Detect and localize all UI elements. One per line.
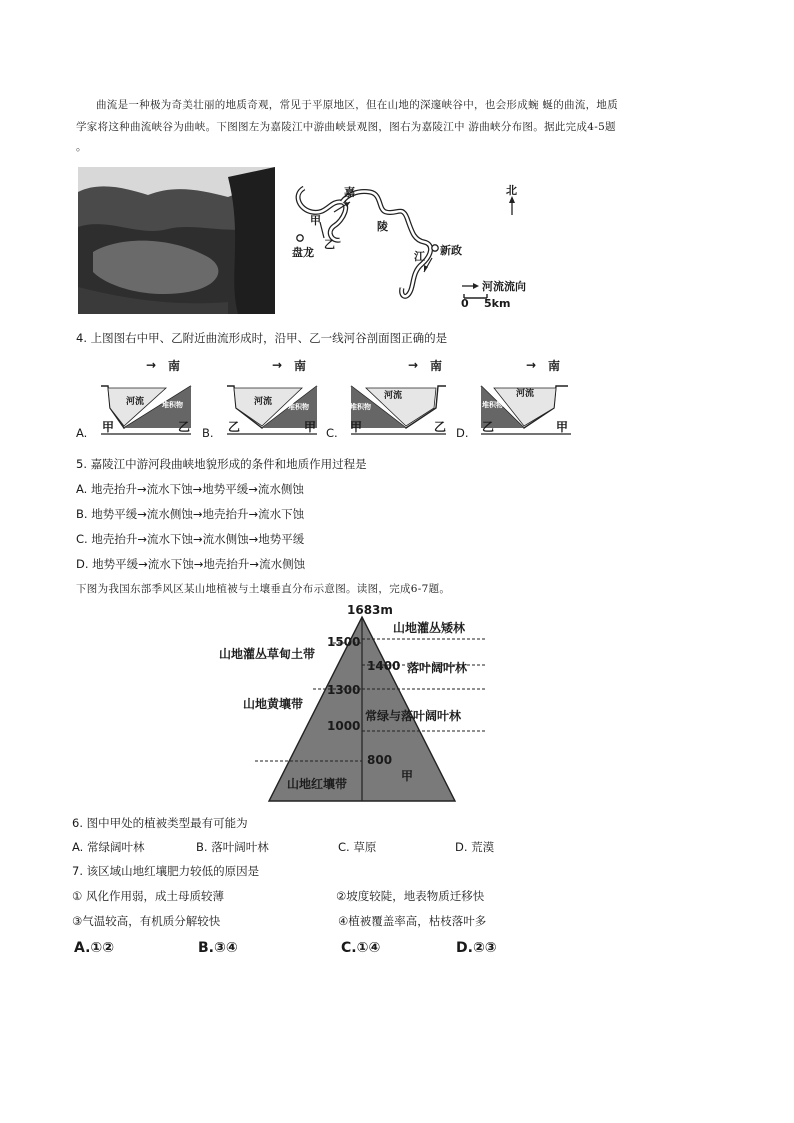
elev-1000: 1000: [327, 719, 361, 733]
q4-a-river: 河流: [126, 397, 145, 407]
q4-option-d-letter: D.: [456, 426, 469, 440]
q4-c-left: 甲: [350, 420, 363, 434]
q4-a-left: 甲: [102, 420, 115, 434]
peak-label: 1683m: [347, 603, 393, 617]
q4-d-right: 甲: [556, 420, 569, 434]
q6-option-d[interactable]: D. 荒漠: [455, 840, 495, 854]
map-label-north: 北: [506, 184, 517, 197]
q6-option-a[interactable]: A. 常绿阔叶林: [72, 840, 145, 854]
q4-option-b[interactable]: B. → 南 河流 堆积物 乙 甲: [202, 358, 317, 440]
q4-a-south: 南: [168, 359, 181, 373]
q5-option-c[interactable]: C. 地壳抬升→流水下蚀→流水侧蚀→地势平缓: [76, 532, 305, 546]
q4-option-b-letter: B.: [202, 426, 214, 440]
q4-b-right: 甲: [304, 420, 317, 434]
q7-statement-1: ① 风化作用弱，成土母质较薄: [72, 889, 224, 903]
intro-line-2: 学家将这种曲流峡谷为曲峡。下图图左为嘉陵江中游曲峡景观图，图右为嘉陵江中 游曲峡分布图。据此完成4-5题: [76, 121, 616, 133]
river-map: [282, 160, 542, 320]
veg-shrub-forest: 山地灌丛矮林: [393, 621, 466, 635]
map-label-jia: 甲: [310, 214, 321, 227]
q4-option-c-letter: C.: [326, 426, 338, 440]
q6-stem: 6. 图中甲处的植被类型最有可能为: [72, 816, 248, 830]
intro2: 下图为我国东部季风区某山地植被与土壤垂直分布示意图。读图，完成6-7题。: [76, 583, 451, 595]
q7-option-a[interactable]: A.①②: [74, 940, 115, 956]
q4-option-d[interactable]: D. → 南 河流 堆积物 乙 甲: [456, 358, 569, 440]
veg-mixed: 常绿与落叶阔叶林: [365, 709, 462, 723]
intro-line-1: 曲流是一种极为奇美壮丽的地质奇观，常见于平原地区，但在山地的深邃峡谷中，也会形成蜿 蜒的曲流，地质: [96, 99, 619, 111]
veg-deciduous: 落叶阔叶林: [407, 661, 468, 675]
q4-option-a[interactable]: A. → 南 河流 堆积物 甲 乙: [76, 358, 191, 440]
q4-b-river: 河流: [254, 397, 273, 407]
map-scale-km: 5km: [484, 297, 511, 310]
q4-b-left: 乙: [228, 420, 241, 434]
q4-c-south: 南: [430, 359, 443, 373]
q7-statement-4: ④植被覆盖率高，枯枝落叶多: [338, 914, 487, 928]
map-label-jiang: 江: [414, 250, 425, 263]
q4-d-river: 河流: [516, 389, 535, 399]
q7-option-d[interactable]: D.②③: [456, 940, 497, 956]
q4-d-sediment: 堆积物: [482, 401, 503, 409]
q4-d-south: 南: [548, 359, 561, 373]
q6-option-c[interactable]: C. 草原: [338, 840, 377, 854]
q4-option-a-letter: A.: [76, 426, 88, 440]
gorge-photo: [78, 167, 275, 314]
q5-option-a[interactable]: A. 地壳抬升→流水下蚀→地势平缓→流水侧蚀: [76, 482, 304, 496]
q4-c-right: 乙: [434, 420, 447, 434]
map-label-panlong: 盘龙: [292, 246, 314, 259]
map-label-xinzheng: 新政: [440, 244, 462, 257]
mountain-diagram: [215, 603, 485, 803]
q7-statement-3: ③气温较高，有机质分解较快: [72, 914, 221, 928]
q5-stem: 5. 嘉陵江中游河段曲峡地貌形成的条件和地质作用过程是: [76, 457, 367, 471]
q4-c-river: 河流: [384, 391, 403, 401]
soil-yellow: 山地黄壤带: [243, 697, 304, 711]
q4-a-right: 乙: [178, 420, 191, 434]
elev-800: 800: [367, 753, 393, 767]
elev-1400: 1400: [367, 659, 401, 673]
intro-line-3: 。: [76, 141, 87, 153]
q5-option-d[interactable]: D. 地势平缓→流水下蚀→地壳抬升→流水侧蚀: [76, 557, 306, 571]
q7-statement-2: ②坡度较陡，地表物质迁移快: [336, 889, 485, 903]
q4-a-sediment: 堆积物: [162, 401, 183, 409]
q4-stem: 4. 上图图右中甲、乙附近曲流形成时，沿甲、乙一线河谷剖面图正确的是: [76, 331, 448, 345]
soil-red: 山地红壤带: [287, 777, 348, 791]
q5-option-b[interactable]: B. 地势平缓→流水侧蚀→地壳抬升→流水下蚀: [76, 507, 305, 521]
soil-shrub-meadow: 山地灌丛草甸土带: [219, 647, 316, 661]
q4-option-c[interactable]: C. → 南 河流 堆积物 甲 乙: [326, 358, 447, 440]
q4-b-sediment: 堆积物: [288, 403, 309, 411]
map-label-yi: 乙: [324, 238, 335, 251]
q7-stem: 7. 该区域山地红壤肥力较低的原因是: [72, 864, 260, 878]
elev-1300: 1300: [327, 683, 361, 697]
q4-b-south: 南: [294, 359, 307, 373]
q4-c-sediment: 堆积物: [350, 403, 371, 411]
map-label-jia-river: 嘉: [344, 186, 355, 199]
map-legend-flow: 河流流向: [482, 280, 526, 293]
elev-1500: 1500: [327, 635, 361, 649]
veg-jia: 甲: [401, 769, 414, 783]
q4-d-left: 乙: [482, 420, 495, 434]
map-scale-zero: 0: [461, 297, 469, 310]
q7-option-c[interactable]: C.①④: [341, 940, 381, 956]
map-label-ling: 陵: [377, 220, 388, 233]
q6-option-b[interactable]: B. 落叶阔叶林: [196, 840, 269, 854]
q7-option-b[interactable]: B.③④: [198, 940, 238, 956]
